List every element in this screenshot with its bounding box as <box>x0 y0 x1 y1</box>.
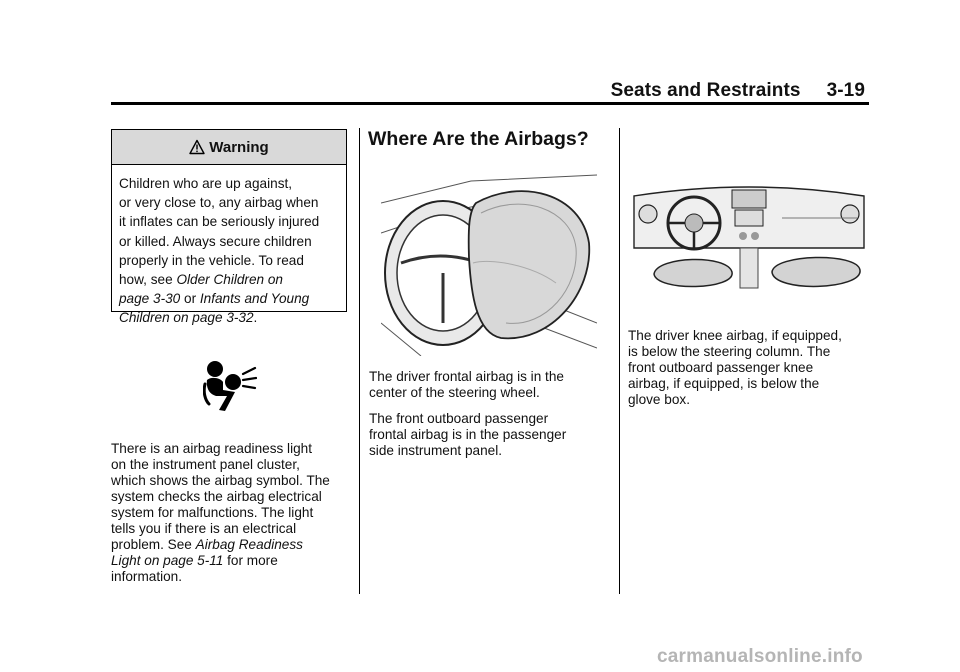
page-header <box>111 80 869 104</box>
section-title-header: Seats and Restraints <box>610 80 801 101</box>
section-heading: Where Are the Airbags? <box>368 128 589 150</box>
warning-header <box>112 130 346 165</box>
airbag-light-paragraph: There is an airbag readiness light on the instrument panel cluster, which shows the airbag symbol. The system checks the airbag electrical system for malfunctions. The light tells you if there is an electrical problem. See Airbag Readiness Light on page 5-11 for more information. <box>111 441 330 584</box>
header-rule <box>111 102 869 105</box>
page-number: 3-19 <box>826 80 865 101</box>
knee-airbag-paragraph: The driver knee airbag, if equipped, is below the steering column. The front outboard passenger knee airbag, if equipped, is below the glove box. <box>628 328 842 407</box>
airbag-readiness-icon <box>203 360 257 412</box>
warning-text: Children who are up against, or very close to, any airbag when it inflates can be seriously injured or killed. Always secure children properly in the vehicle. To read how, see Older Children on page 3-30 or Infants and Young Children on page 3-32. <box>119 176 320 326</box>
warning-triangle-icon <box>189 139 205 155</box>
link-airbag-readiness[interactable]: Airbag Readiness <box>195 537 303 552</box>
dashboard-knee-airbag-illustration <box>632 178 866 296</box>
passenger-frontal-paragraph: The front outboard passenger frontal airbag is in the passenger side instrument panel. <box>369 411 567 458</box>
warning-box <box>111 129 347 326</box>
link-older-children[interactable]: Older Children on <box>176 272 283 288</box>
link-infants[interactable]: Infants and Young <box>199 291 310 307</box>
column-divider-2 <box>619 128 620 594</box>
column-divider-1 <box>359 128 360 594</box>
driver-airbag-illustration <box>381 173 597 356</box>
watermark: carmanualsonline.info <box>657 646 863 667</box>
driver-frontal-paragraph: The driver frontal airbag is in the center of the steering wheel. <box>369 369 564 400</box>
warning-title: Warning <box>209 138 269 156</box>
